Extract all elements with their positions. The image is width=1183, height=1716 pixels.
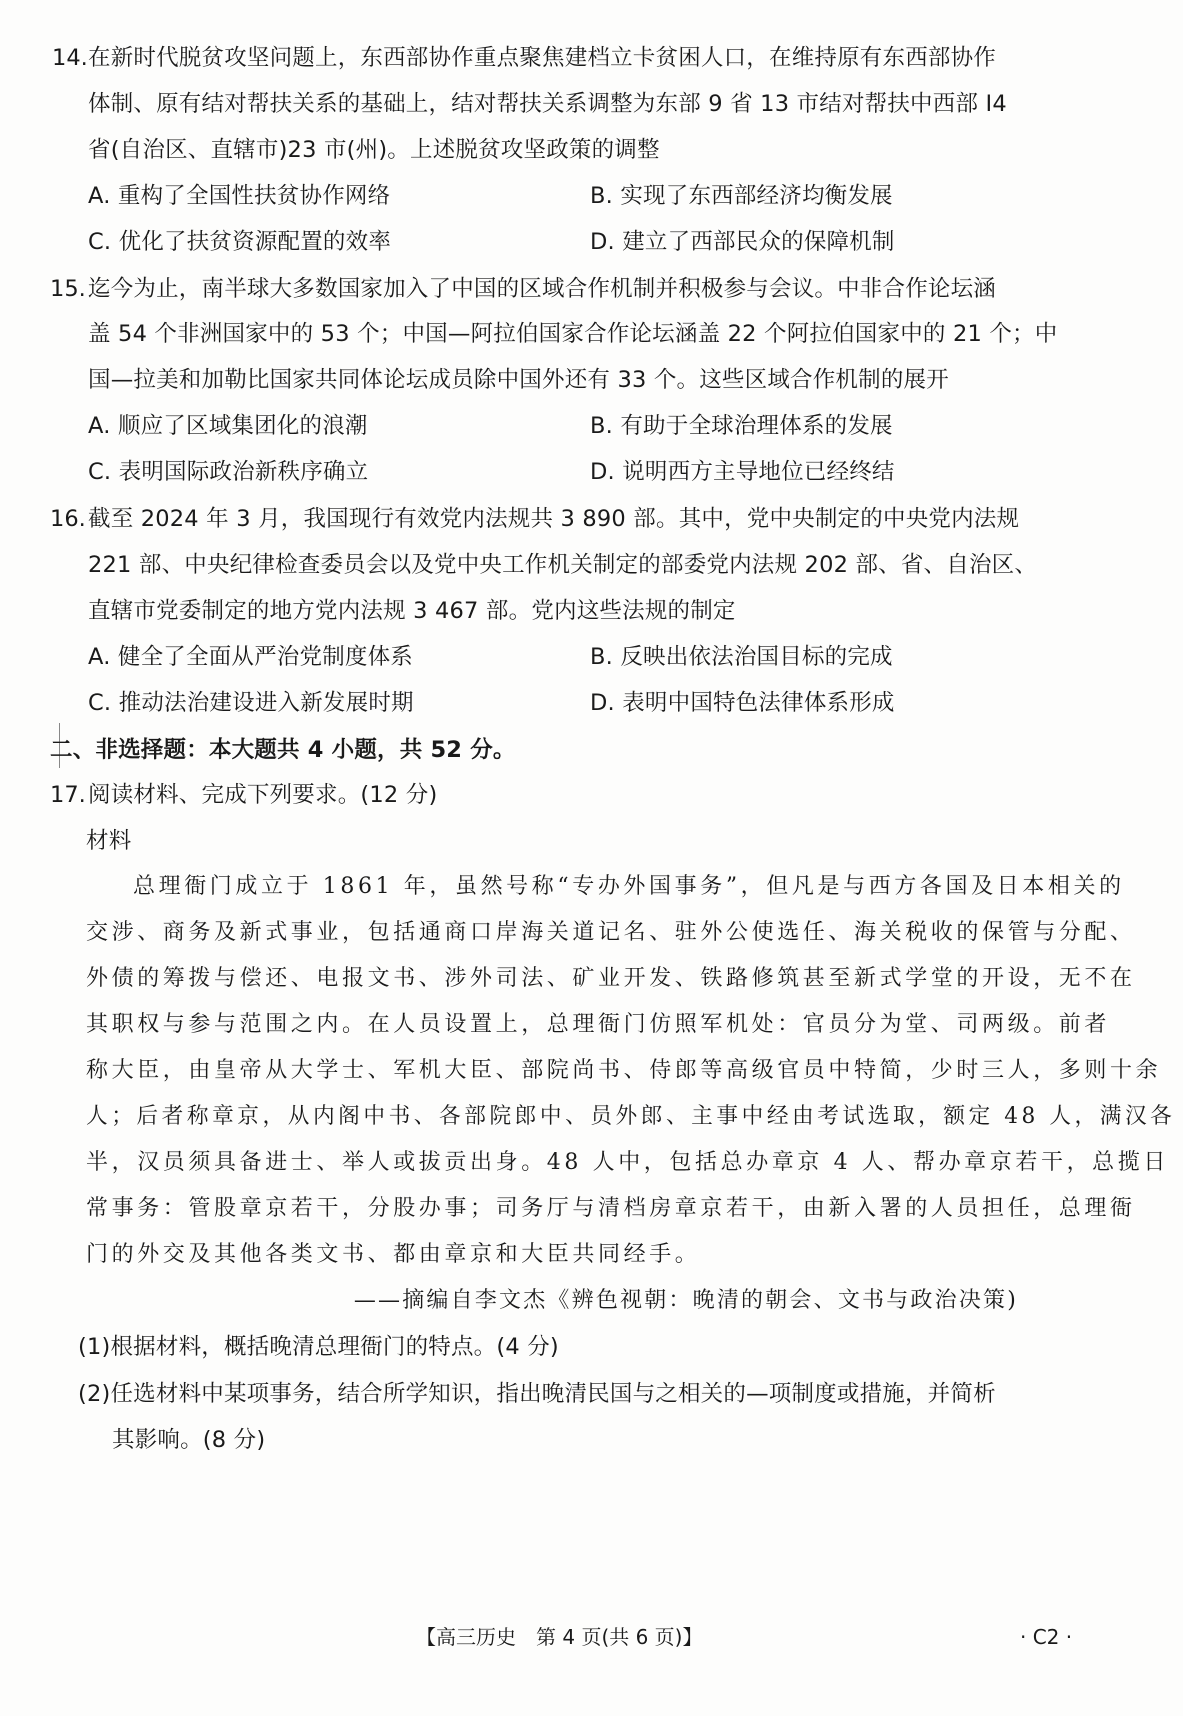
question-text-line: 省(自治区、直辖市)23 市(州)。上述脱贫攻坚政策的调整 [88, 137, 660, 163]
question-text-line: 迄今为止，南半球大多数国家加入了中国的区域合作机制并积极参与会议。中非合作论坛涵 [88, 276, 997, 302]
question-text-line: 在新时代脱贫攻坚问题上，东西部协作重点聚焦建档立卡贫困人口，在维持原有东西部协作 [88, 45, 997, 71]
option-a[interactable]: A. 顺应了区域集团化的浪潮 [88, 413, 368, 439]
question-number: 14. [52, 45, 88, 71]
material-text-line: 外债的筹拨与偿还、电报文书、涉外司法、矿业开发、铁路修筑甚至新式学堂的开设，无不在 [86, 966, 1136, 991]
question-number: 16. [50, 506, 86, 532]
material-text-line: 常事务：管股章京若干，分股办事；司务厅与清档房章京若干，由新入署的人员担任，总理衙 [86, 1196, 1136, 1221]
question-title: 阅读材料、完成下列要求。(12 分) [88, 782, 438, 808]
option-b[interactable]: B. 反映出依法治国目标的完成 [590, 644, 893, 670]
sub-question-2: (2)任选材料中某项事务，结合所学知识，指出晚清民国与之相关的—项制度或措施，并简析 [78, 1381, 996, 1407]
option-a[interactable]: A. 重构了全国性扶贫协作网络 [88, 183, 391, 209]
option-c[interactable]: C. 推动法治建设进入新发展时期 [88, 690, 414, 716]
option-b[interactable]: B. 实现了东西部经济均衡发展 [590, 183, 893, 209]
material-text-line: 半，汉员须具备进士、举人或拔贡出身。48 人中，包括总办章京 4 人、帮办章京若干，总揽日 [86, 1150, 1169, 1175]
option-c[interactable]: C. 优化了扶贫资源配置的效率 [88, 229, 392, 255]
option-b[interactable]: B. 有助于全球治理体系的发展 [590, 413, 893, 439]
option-c[interactable]: C. 表明国际政治新秩序确立 [88, 459, 369, 485]
question-text-line: 221 部、中央纪律检查委员会以及党中央工作机关制定的部委党内法规 202 部、省、自治区、 [88, 552, 1038, 578]
option-d[interactable]: D. 表明中国特色法律体系形成 [590, 690, 895, 716]
sub-question-2-continued: 其影响。(8 分) [112, 1427, 266, 1453]
page-footer: 【高三历史 第 4 页(共 6 页)】 [416, 1625, 703, 1649]
question-text-line: 盖 54 个非洲国家中的 53 个；中国—阿拉伯国家合作论坛涵盖 22 个阿拉伯国家中的 21 个；中 [88, 321, 1058, 347]
question-number: 15. [50, 276, 86, 302]
option-d[interactable]: D. 说明西方主导地位已经终结 [590, 459, 895, 485]
material-text-line: 称大臣，由皇帝从大学士、军机大臣、部院尚书、侍郎等高级官员中特简，少时三人，多则十余 [86, 1058, 1162, 1083]
question-text-line: 截至 2024 年 3 月，我国现行有效党内法规共 3 890 部。其中，党中央制定的中央党内法规 [88, 506, 1020, 532]
question-number: 17. [50, 782, 86, 808]
question-text-line: 体制、原有结对帮扶关系的基础上，结对帮扶关系调整为东部 9 省 13 市结对帮扶中西部 Ⅰ4 [88, 91, 1007, 117]
material-text-line: 交涉、商务及新式事业，包括通商口岸海关道记名、驻外公使选任、海关税收的保管与分配、 [86, 920, 1136, 945]
option-a[interactable]: A. 健全了全面从严治党制度体系 [88, 644, 414, 670]
question-text-line: 直辖市党委制定的地方党内法规 3 467 部。党内这些法规的制定 [88, 598, 736, 624]
citation: ——摘编自李文杰《辨色视朝：晚清的朝会、文书与政治决策) [353, 1288, 1018, 1313]
sub-question-1: (1)根据材料，概括晚清总理衙门的特点。(4 分) [78, 1334, 559, 1360]
material-text-line: 其职权与参与范围之内。在人员设置上，总理衙门仿照军机处：官员分为堂、司两级。前者 [86, 1012, 1111, 1037]
option-d[interactable]: D. 建立了西部民众的保障机制 [590, 229, 895, 255]
material-label: 材料 [86, 828, 132, 854]
section-heading: 二、非选择题：本大题共 4 小题，共 52 分。 [50, 737, 516, 763]
paper-code: · C2 · [1020, 1625, 1073, 1649]
material-text-line: 门的外交及其他各类文书、都由章京和大臣共同经手。 [86, 1242, 701, 1267]
material-text-line: 总理衙门成立于 1861 年，虽然号称“专办外国事务”，但凡是与西方各国及日本相关的 [133, 874, 1125, 899]
material-text-line: 人；后者称章京，从内阁中书、各部院郎中、员外郎、主事中经由考试选取，额定 48 人，满汉各 [86, 1104, 1176, 1129]
question-text-line: 国—拉美和加勒比国家共同体论坛成员除中国外还有 33 个。这些区域合作机制的展开 [88, 367, 949, 393]
